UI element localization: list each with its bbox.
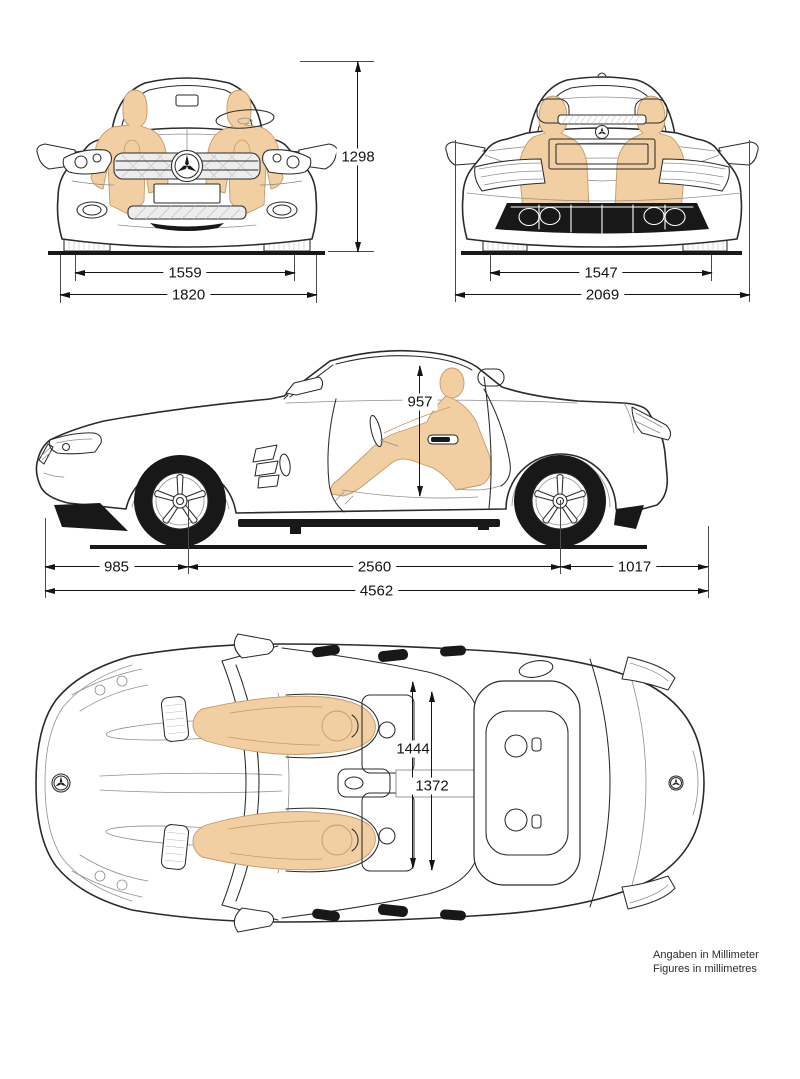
dim-label: 1444 [391, 740, 434, 757]
dim-label: 1372 [410, 778, 453, 795]
dim-elbow-width [415, 692, 449, 870]
rear-deck [474, 681, 580, 885]
dim-label: 2560 [353, 559, 396, 576]
dim-label: 4562 [355, 583, 398, 600]
side-mirror-bottom [234, 908, 273, 932]
dim-label: 1547 [579, 265, 622, 282]
hood-vent-bottom [161, 824, 189, 870]
dim-arrow-bottom [429, 860, 435, 871]
dim-label: 1559 [163, 265, 206, 282]
dim-label: 985 [99, 559, 134, 576]
dim-label: 957 [402, 394, 437, 411]
dim-label: 2069 [581, 287, 624, 304]
top-view-drawing [30, 633, 710, 933]
dim-label: 1298 [336, 149, 379, 166]
dim-arrow-bottom [410, 858, 416, 869]
hood-vent-top [161, 696, 189, 742]
side-mirror-top [234, 634, 273, 658]
units-note [653, 948, 759, 976]
dim-label: 1820 [167, 287, 210, 304]
dim-arrow-top [410, 681, 416, 692]
dim-label: 1017 [613, 559, 656, 576]
units-note-line2: Figures in millimetres [653, 963, 757, 975]
dim-shoulder-width [396, 682, 430, 868]
dim-arrow-top [429, 691, 435, 702]
units-note-line1: Angaben in Millimeter [653, 949, 759, 961]
